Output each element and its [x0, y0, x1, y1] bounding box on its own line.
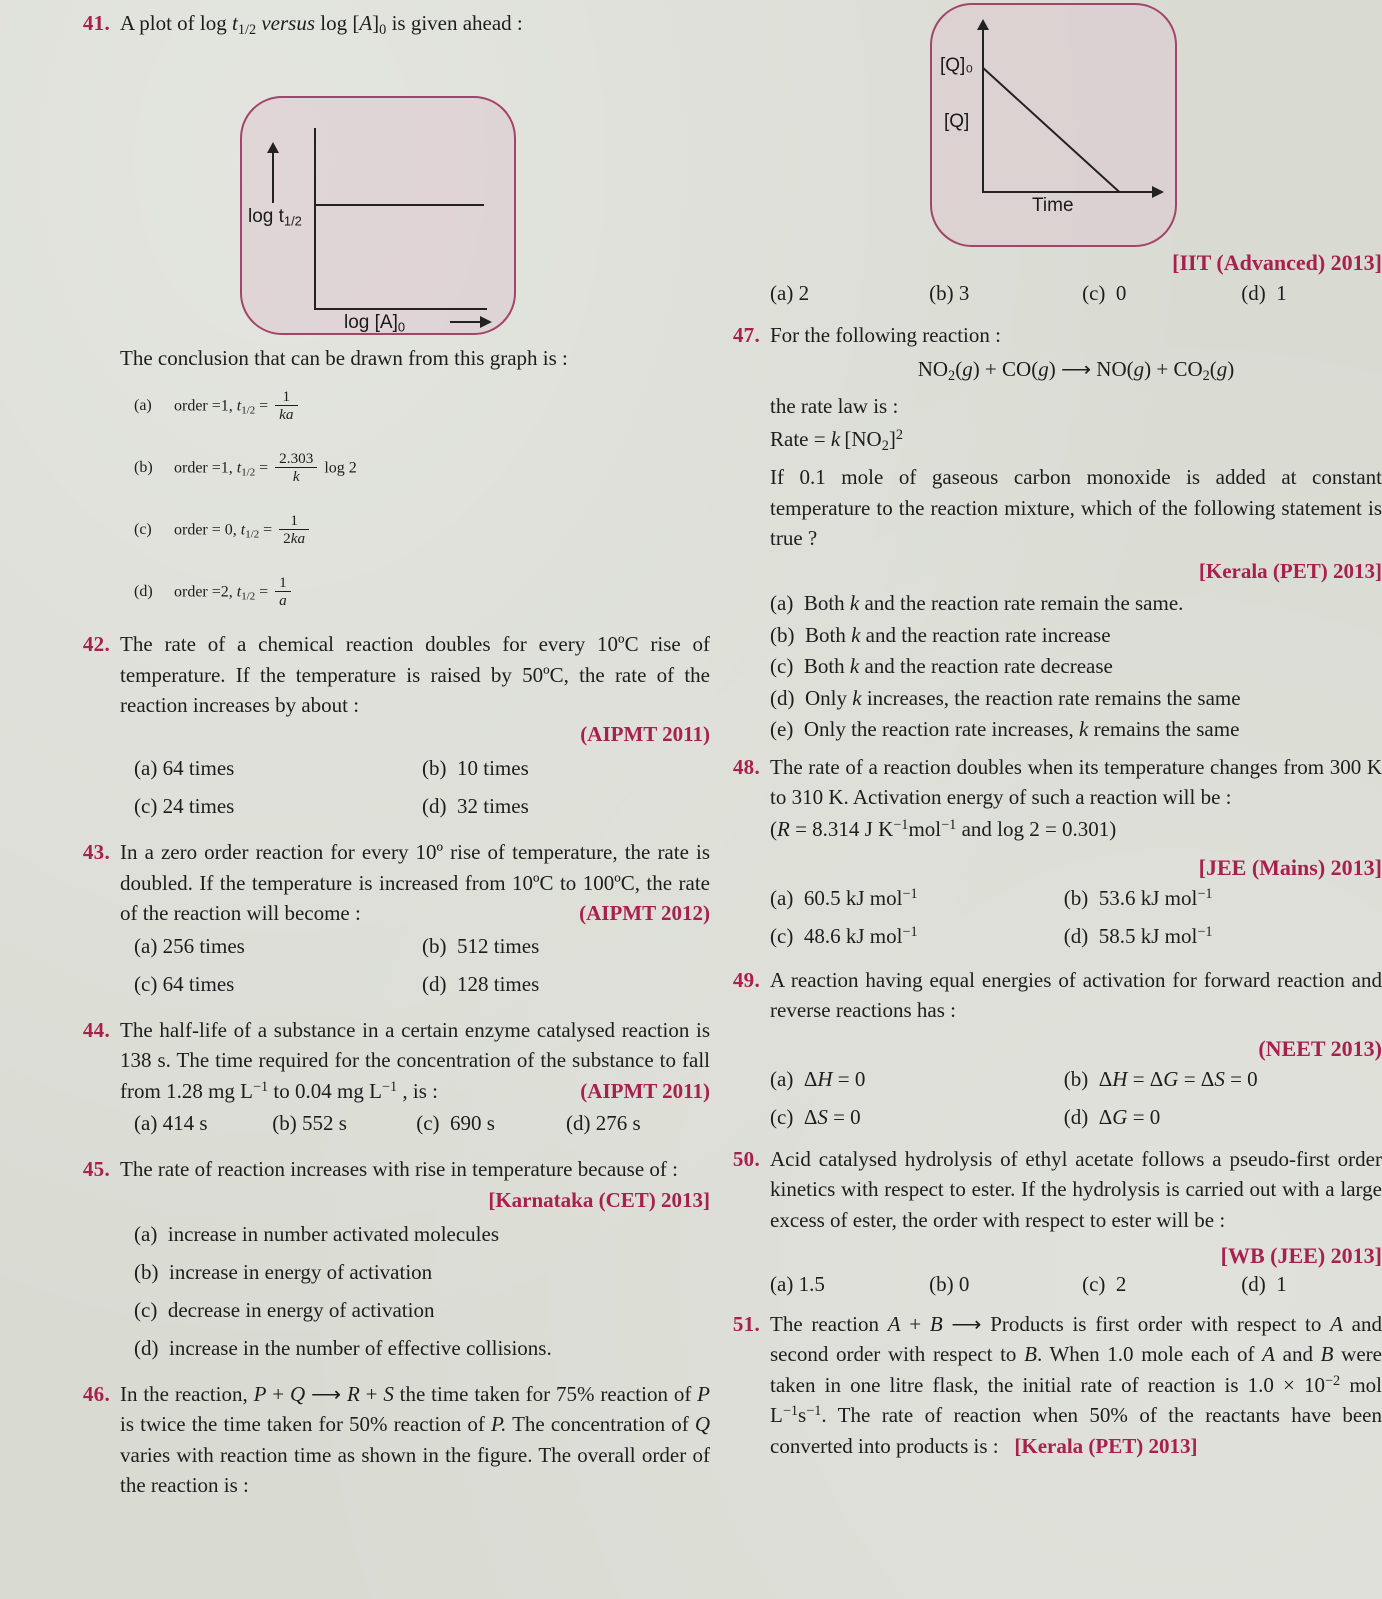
q43-opt-b-key: (b)	[422, 933, 447, 958]
q43-opt-c[interactable]	[134, 969, 422, 1007]
q50-opt-d-text: 1	[1276, 1272, 1287, 1296]
q48-opt-a[interactable]: (a) 60.5 kJ mol$^{-1}$	[770, 885, 918, 910]
question-46-exam-tag: [IIT (Advanced) 2013]	[1172, 250, 1382, 275]
question-50-stem: Acid catalysed hydrolysis of ethyl acetate follows a pseudo-first order kinetics with respect to ester. If the hydrolysis is carried out with a large excess of ester, the order with respect to ester will be :	[770, 1146, 1382, 1232]
figure1-x-axis	[314, 308, 487, 310]
option-row[interactable]	[134, 375, 710, 437]
q45-opt-c-key: (c)	[134, 1297, 158, 1322]
question-44-exam-tag: (AIPMT 2011)	[580, 1078, 710, 1103]
q50-opt-c-key: (c)	[1082, 1272, 1106, 1296]
q49-opt-c-key: (c)	[770, 1104, 794, 1129]
q49-opt-d-key: (d)	[1063, 1104, 1089, 1129]
q49-opt-b-key: (b)	[1063, 1066, 1089, 1091]
q46-opt-d-text: 1	[1276, 281, 1287, 305]
question-49-exam-tag: (NEET 2013)	[1258, 1035, 1382, 1061]
q47-opt-d[interactable]: (d) Only k increases, the reaction rate remains the same	[770, 685, 1241, 710]
figure1-x-label-arrow-head	[480, 316, 492, 328]
q46-opt-c[interactable]	[1082, 278, 1241, 318]
q45-opt-b-text: increase in energy of activation	[169, 1259, 433, 1284]
q46-opt-d-key: (d)	[1241, 281, 1266, 305]
q45-opt-d-text: increase in the number of effective collisions.	[169, 1335, 552, 1360]
q44-opt-a-text: 414 s	[162, 1111, 208, 1136]
question-50	[712, 1144, 1382, 1235]
question-51	[712, 1309, 1382, 1461]
question-46-tag-wrap	[712, 250, 1382, 276]
q42-opt-d-text: 32 times	[457, 794, 529, 819]
q41-opt-d-text: order =2, $t_{1/2}$ = $\frac{1}{a}$	[174, 575, 294, 609]
question-43-stem-text: In a zero order reaction for every 10º rise of temperature, the rate is doubled. If the temperature is increased from 10ºC to 100ºC, the rate of the reaction will become :	[120, 840, 710, 926]
figure2-label-q: [Q]	[944, 111, 970, 132]
q44-opt-d-key: (d)	[565, 1111, 591, 1136]
question-43-exam-tag: (AIPMT 2012)	[579, 901, 710, 926]
q45-opt-a-key: (a)	[134, 1221, 158, 1246]
figure1-y-label-arrow-shaft	[272, 153, 274, 203]
option-row[interactable]	[770, 1102, 1382, 1140]
q43-opt-d-text: 128 times	[457, 971, 540, 996]
question-43-number: 43.	[82, 840, 110, 865]
question-48-tag-wrap	[712, 855, 1382, 881]
q43-opt-b-text: 512 times	[457, 933, 540, 958]
question-46-number: 46.	[82, 1381, 110, 1406]
q49-opt-a[interactable]: (a) ΔH = 0	[770, 1066, 866, 1091]
question-45	[62, 1154, 710, 1215]
question-41-lead: The conclusion that can be drawn from this graph is :	[120, 345, 568, 370]
question-45-options	[62, 1219, 710, 1371]
figure2-decreasing-line	[982, 67, 1120, 193]
option-row[interactable]	[770, 620, 1382, 652]
q50-opt-d-key: (d)	[1241, 1272, 1266, 1296]
option-row[interactable]	[134, 753, 710, 791]
q44-opt-a[interactable]	[134, 1108, 272, 1146]
q50-opt-a[interactable]	[770, 1269, 929, 1307]
question-47-body	[770, 320, 1382, 586]
q49-opt-a-key: (a)	[770, 1066, 794, 1091]
figure2-y-axis-arrow	[977, 19, 989, 30]
option-row[interactable]	[134, 969, 710, 1007]
q41-opt-c-key: (c)	[134, 521, 152, 539]
question-44-number: 44.	[82, 1017, 110, 1042]
q42-opt-a-text: 64 times	[162, 756, 235, 781]
q42-opt-c[interactable]	[134, 791, 422, 829]
question-47-rate-law: Rate = k $[NO_2]^2$	[770, 426, 903, 454]
q43-opt-a-key: (a)	[134, 933, 158, 958]
q47-opt-c[interactable]: (c) Both k and the reaction rate decrease	[770, 654, 1113, 678]
q50-opt-a-text: 1.5	[798, 1272, 825, 1296]
option-row[interactable]	[770, 278, 1382, 318]
q45-opt-b-key: (b)	[134, 1259, 159, 1284]
q47-opt-a-key: (a)	[770, 591, 794, 615]
q41-opt-a-text: order =1, $t_{1/2}$ = $\frac{1}{ka}$	[174, 389, 301, 423]
option-row[interactable]	[134, 437, 710, 499]
q41-opt-b-text: order =1, $t_{1/2}$ = $\frac{2.303}{k}$ log 2	[174, 449, 357, 485]
q42-opt-d[interactable]	[422, 791, 710, 829]
q42-opt-b-key: (b)	[422, 756, 447, 781]
figure-2-wrapper	[712, 0, 1382, 250]
q44-opt-d[interactable]	[566, 1108, 710, 1146]
q44-opt-c-key: (c)	[416, 1111, 440, 1136]
q49-opt-d[interactable]: (d) ΔG = 0	[1063, 1104, 1161, 1129]
figure1-y-label-sub: 1/2	[283, 213, 302, 229]
q47-opt-d-key: (d)	[770, 685, 795, 710]
figure1-x-label	[344, 312, 405, 335]
question-43	[62, 837, 710, 928]
q45-opt-c-text: decrease in energy of activation	[167, 1297, 435, 1322]
q43-opt-a[interactable]	[134, 931, 422, 969]
question-42-number: 42.	[82, 632, 110, 657]
figure1-y-label-text: log t	[248, 205, 284, 227]
q42-opt-c-key: (c)	[134, 794, 158, 819]
q41-t: t	[232, 11, 238, 35]
q43-opt-d[interactable]	[422, 969, 710, 1007]
q50-opt-b[interactable]	[929, 1269, 1082, 1307]
question-51-number: 51.	[732, 1312, 760, 1336]
option-row[interactable]	[134, 791, 710, 829]
q46-opt-b[interactable]	[929, 278, 1082, 318]
q44-opt-a-key: (a)	[134, 1111, 158, 1136]
q44-opt-c-text: 690 s	[450, 1111, 495, 1136]
q41-opt-c-text: order = 0, $t_{1/2}$ = $\frac{1}{2ka}$	[174, 513, 312, 547]
option-row[interactable]	[770, 651, 1382, 683]
q43-opt-c-key: (c)	[134, 971, 158, 996]
question-46-stem: In the reaction, P + Q ⟶ R + S the time taken for 75% reaction of P is twice the time taken for 50% reaction of P. The concentration of Q varies with reaction time as shown in the figure. The overall order of the reaction is :	[120, 1381, 710, 1498]
q47-opt-c-key: (c)	[770, 654, 794, 678]
q43-opt-a-text: 256 times	[162, 933, 245, 958]
q45-opt-d[interactable]	[134, 1333, 710, 1371]
figure1-x-label-sub: 0	[397, 319, 406, 335]
q44-opt-b-text: 552 s	[301, 1111, 347, 1136]
q50-opt-d[interactable]	[1241, 1269, 1382, 1307]
q44-opt-b[interactable]	[272, 1108, 416, 1146]
question-51-stem: The reaction A + B ⟶ Products is first order with respect to A and second order with respect to B. When 1.0 mole each of A and B were taken in one litre flask, the initial rate of reaction is $1.0 \times 10^{-2}$ mol $L^{-1}s^{-1}$. The rate of reaction when 50% of the reactants have been converted into products is : [Kerala (PET) 2013]	[770, 1312, 1382, 1458]
figure-log-half-life-vs-log-a0	[240, 96, 516, 335]
question-48-condition: (R = 8.314 J $K^{-1}mol^{-1}$ and log 2 = 0.301)	[770, 817, 1117, 842]
figure1-x-label-arrow-shaft	[450, 321, 482, 323]
q45-opt-b[interactable]	[134, 1257, 710, 1295]
q46-opt-c-key: (c)	[1082, 281, 1106, 305]
q50-opt-b-key: (b)	[929, 1272, 954, 1296]
q46-opt-b-text: 3	[958, 281, 970, 305]
q44-opt-c[interactable]	[416, 1108, 566, 1146]
figure-1-wrapper	[62, 43, 710, 343]
option-row[interactable]	[770, 1269, 1382, 1307]
question-50-tag-wrap	[712, 1243, 1382, 1269]
question-48-options	[712, 883, 1382, 959]
question-48-number: 48.	[732, 754, 760, 779]
q49-opt-c[interactable]: (c) ΔS = 0	[770, 1104, 861, 1129]
figure2-label-time: Time	[1032, 195, 1074, 216]
q41-sub-zero: 0	[379, 21, 387, 38]
question-45-stem	[120, 1154, 710, 1215]
question-47-options	[712, 588, 1382, 746]
question-49-options	[712, 1064, 1382, 1140]
q46-opt-b-key: (b)	[929, 281, 954, 305]
figure2-x-axis	[982, 191, 1154, 193]
option-row[interactable]	[134, 1257, 710, 1295]
q41-stem-d: ]	[372, 11, 380, 35]
question-47	[712, 320, 1382, 586]
question-47-stem-line2: the rate law is :	[770, 394, 899, 419]
q49-opt-b[interactable]: (b) ΔH = ΔG = ΔS = 0	[1063, 1066, 1258, 1091]
option-row[interactable]	[134, 1295, 710, 1333]
q46-opt-a-text: 2	[798, 281, 810, 305]
q46-opt-c-text: 0	[1115, 281, 1127, 305]
question-47-stem-line3: If 0.1 mole of gaseous carbon monoxide is added at constant temperature to the reaction mixture, which of the following statement is true ?	[770, 465, 1382, 551]
question-45-exam-tag: [Karnataka (CET) 2013]	[488, 1187, 710, 1212]
question-43-stem	[120, 837, 710, 928]
question-42-options	[62, 753, 710, 829]
question-42	[62, 629, 710, 720]
option-row[interactable]	[770, 683, 1382, 715]
figure1-plateau-line	[314, 204, 484, 206]
q41-stem-a: A plot of log	[120, 11, 233, 35]
q43-opt-d-key: (d)	[422, 971, 447, 996]
question-41-options	[62, 375, 710, 623]
q47-opt-b[interactable]: (b) Both k and the reaction rate increase	[770, 622, 1111, 647]
question-49-number: 49.	[732, 967, 760, 992]
q43-opt-c-text: 64 times	[162, 971, 235, 996]
question-41-number: 41.	[82, 11, 110, 35]
question-50-exam-tag: [WB (JEE) 2013]	[1220, 1243, 1382, 1268]
question-47-equation: $NO_2(g) + CO(g)$ ⟶ $NO(g) + CO_2(g)$	[917, 357, 1235, 385]
option-row[interactable]	[134, 1108, 710, 1146]
question-47-exam-tag: [Kerala (PET) 2013]	[1198, 558, 1382, 583]
q50-opt-c-text: 2	[1115, 1272, 1127, 1296]
left-column	[62, 0, 710, 1503]
question-42-exam-tag: (AIPMT 2011)	[580, 722, 710, 747]
option-row[interactable]	[134, 1333, 710, 1371]
question-46	[62, 1379, 710, 1501]
q43-opt-b[interactable]	[422, 931, 710, 969]
question-49-tag-wrap	[712, 1036, 1382, 1062]
question-45-stem-text: The rate of reaction increases with rise in temperature because of :	[120, 1157, 678, 1182]
option-row[interactable]	[770, 588, 1382, 620]
q41-opt-a-key: (a)	[134, 397, 152, 415]
question-48-exam-tag: [JEE (Mains) 2013]	[1198, 854, 1382, 880]
option-row[interactable]	[770, 883, 1382, 921]
right-column	[712, 0, 1382, 1463]
question-50-number: 50.	[732, 1146, 760, 1171]
q48-opt-d[interactable]: (d) 58.5 kJ mol$^{-1}$	[1063, 923, 1213, 948]
q44-opt-d-text: 276 s	[595, 1111, 641, 1136]
question-48	[712, 752, 1382, 813]
q42-opt-c-text: 24 times	[162, 794, 235, 819]
q48-opt-c[interactable]: (c) 48.6 kJ mol$^{-1}$	[770, 923, 918, 948]
q45-opt-a[interactable]	[134, 1219, 710, 1257]
question-51-exam-tag: [Kerala (PET) 2013]	[1014, 1433, 1198, 1458]
q50-opt-b-text: 0	[958, 1272, 970, 1296]
q41-stem-c: log [	[315, 11, 360, 35]
q47-opt-e-key: (e)	[770, 717, 794, 741]
q41-A: A	[359, 11, 373, 35]
q41-sub-half: 1/2	[237, 21, 257, 38]
question-42-tag-wrap	[62, 722, 710, 747]
question-47-stem-line1: For the following reaction :	[770, 323, 1001, 347]
question-41-stem	[120, 8, 710, 41]
question-49	[712, 965, 1382, 1026]
figure2-label-q0: [Q]₀	[940, 55, 974, 76]
figure2-y-axis	[982, 30, 984, 193]
q48-opt-a-key: (a)	[770, 885, 794, 910]
option-row[interactable]	[134, 561, 710, 623]
question-47-number: 47.	[732, 323, 760, 347]
q48-opt-b[interactable]: (b) 53.6 kJ mol$^{-1}$	[1063, 885, 1213, 910]
q45-opt-a-text: increase in number activated molecules	[167, 1221, 500, 1246]
q47-opt-e[interactable]: (e) Only the reaction rate increases, k remains the same	[770, 717, 1240, 741]
q46-opt-a-key: (a)	[770, 281, 794, 305]
q47-opt-b-key: (b)	[770, 622, 795, 647]
figure2-x-axis-arrow	[1152, 186, 1164, 198]
q50-opt-c[interactable]	[1082, 1269, 1241, 1307]
figure-concentration-q-vs-time	[930, 3, 1177, 247]
question-46-options	[712, 278, 1382, 318]
q48-opt-c-key: (c)	[770, 923, 794, 948]
question-41	[62, 8, 710, 41]
option-row[interactable]	[134, 499, 710, 561]
q42-opt-a-key: (a)	[134, 756, 158, 781]
q44-opt-b-key: (b)	[272, 1111, 297, 1136]
q41-versus: versus	[261, 11, 316, 35]
q47-opt-a[interactable]: (a) Both k and the reaction rate remain the same.	[770, 591, 1184, 615]
option-row[interactable]	[770, 1064, 1382, 1102]
q45-opt-d-key: (d)	[134, 1335, 159, 1360]
option-row[interactable]	[770, 714, 1382, 746]
q41-opt-b-key: (b)	[134, 459, 153, 477]
question-42-stem: The rate of a chemical reaction doubles for every 10ºC rise of temperature. If the temperature is raised by 50ºC, the rate of the reaction increases by about :	[120, 632, 710, 717]
option-row[interactable]	[134, 931, 710, 969]
figure1-x-label-text: log [A]	[344, 311, 398, 333]
question-44-stem: The half-life of a substance in a certain enzyme catalysed reaction is 138 s. The time required for the concentration of the substance to fall from 1.28 mg $L^{-1}$ to 0.04 mg $L^{-1}$ , is : (AIPMT 2011)	[120, 1015, 710, 1106]
question-50-options	[712, 1269, 1382, 1307]
question-44-options	[62, 1108, 710, 1146]
q48-opt-d-key: (d)	[1063, 923, 1089, 948]
q42-opt-a[interactable]	[134, 753, 422, 791]
q46-opt-a[interactable]	[770, 278, 929, 318]
question-43-options	[62, 931, 710, 1007]
q46-opt-d[interactable]	[1241, 278, 1382, 318]
q42-opt-d-key: (d)	[422, 794, 447, 819]
q45-opt-c[interactable]	[134, 1295, 710, 1333]
q41-stem-e: is given ahead :	[386, 11, 523, 35]
q48-opt-b-key: (b)	[1063, 885, 1089, 910]
question-44	[62, 1015, 710, 1106]
figure1-y-label-arrow-head	[267, 142, 279, 153]
q41-opt-d-key: (d)	[134, 583, 153, 601]
question-48-stem: The rate of a reaction doubles when its temperature changes from 300 K to 310 K. Activation energy of such a reaction will be :	[770, 754, 1382, 809]
option-row[interactable]	[134, 1219, 710, 1257]
figure1-y-label	[248, 206, 302, 229]
q42-opt-b-text: 10 times	[457, 756, 529, 781]
question-49-stem: A reaction having equal energies of activation for forward reaction and reverse reactions has :	[770, 967, 1382, 1023]
q50-opt-a-key: (a)	[770, 1272, 794, 1296]
q42-opt-b[interactable]	[422, 753, 710, 791]
option-row[interactable]	[770, 921, 1382, 959]
figure1-y-axis	[314, 128, 316, 310]
question-45-number: 45.	[82, 1157, 110, 1182]
